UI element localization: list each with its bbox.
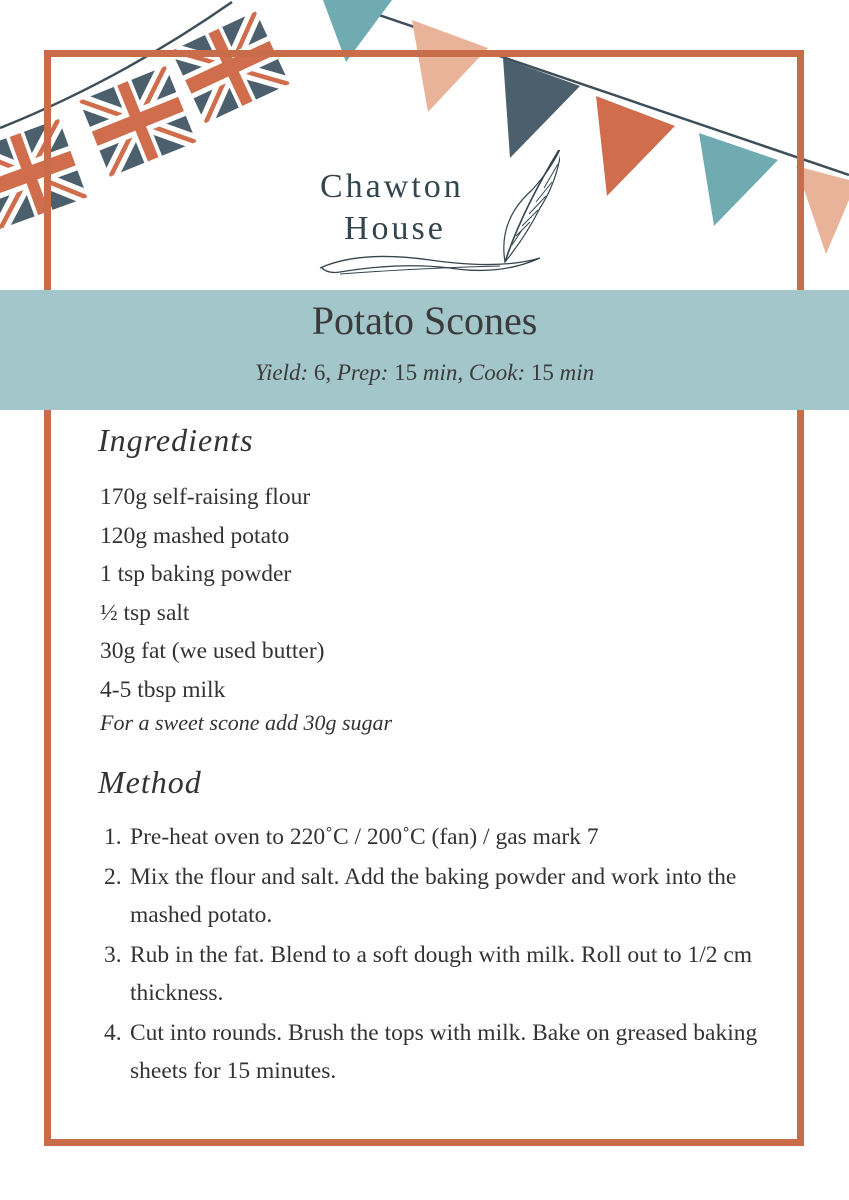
cook-unit: min xyxy=(559,360,595,385)
method-heading: Method xyxy=(98,764,202,800)
recipe-title: Potato Scones xyxy=(311,298,538,343)
ingredient-item: 1 tsp baking powder xyxy=(100,561,292,587)
step-text: Mix the flour and salt. Add the baking powder and work into the mashed potato. xyxy=(130,864,737,928)
step-text: Cut into rounds. Brush the tops with milk. Bake on greased baking sheets for 15 minutes. xyxy=(130,1020,758,1084)
ingredient-item: 4-5 tbsp milk xyxy=(100,676,226,703)
method-steps xyxy=(100,818,780,1092)
ingredient-item: ½ tsp salt xyxy=(100,599,190,626)
cook-label: Cook: xyxy=(468,360,526,385)
step-text: Pre-heat oven to 220˚C / 200˚C (fan) / gas mark 7 xyxy=(130,824,599,850)
logo-text-line2: House xyxy=(344,210,446,247)
prep-unit: min, xyxy=(422,360,464,385)
yield-label: Yield: xyxy=(254,360,309,385)
ingredients-heading: Ingredients xyxy=(98,422,254,458)
step-number: 4. xyxy=(104,1020,122,1046)
step-number: 2. xyxy=(104,864,122,890)
ingredient-item: 30g fat (we used butter) xyxy=(100,638,325,664)
recipe-meta xyxy=(0,360,849,386)
method-step xyxy=(100,936,780,1012)
chawton-house-logo xyxy=(300,150,560,280)
method-step xyxy=(100,818,780,856)
prep-value: 15 xyxy=(394,360,418,385)
logo-text-line1: Chawton xyxy=(320,168,464,205)
prep-label: Prep: xyxy=(336,360,389,385)
step-text: Rub in the fat. Blend to a soft dough with milk. Roll out to 1/2 cm thickness. xyxy=(130,942,753,1006)
cook-value: 15 xyxy=(530,360,554,385)
sweet-scone-note: For a sweet scone add 30g sugar xyxy=(100,710,393,735)
ingredient-item: 170g self-raising flour xyxy=(100,484,311,510)
method-step xyxy=(100,1014,780,1090)
step-number: 1. xyxy=(104,824,122,850)
ingredient-item: 120g mashed potato xyxy=(100,522,290,549)
ingredients-list xyxy=(100,478,324,709)
method-step xyxy=(100,858,780,934)
step-number: 3. xyxy=(104,942,122,968)
yield-value: 6, xyxy=(313,360,332,385)
